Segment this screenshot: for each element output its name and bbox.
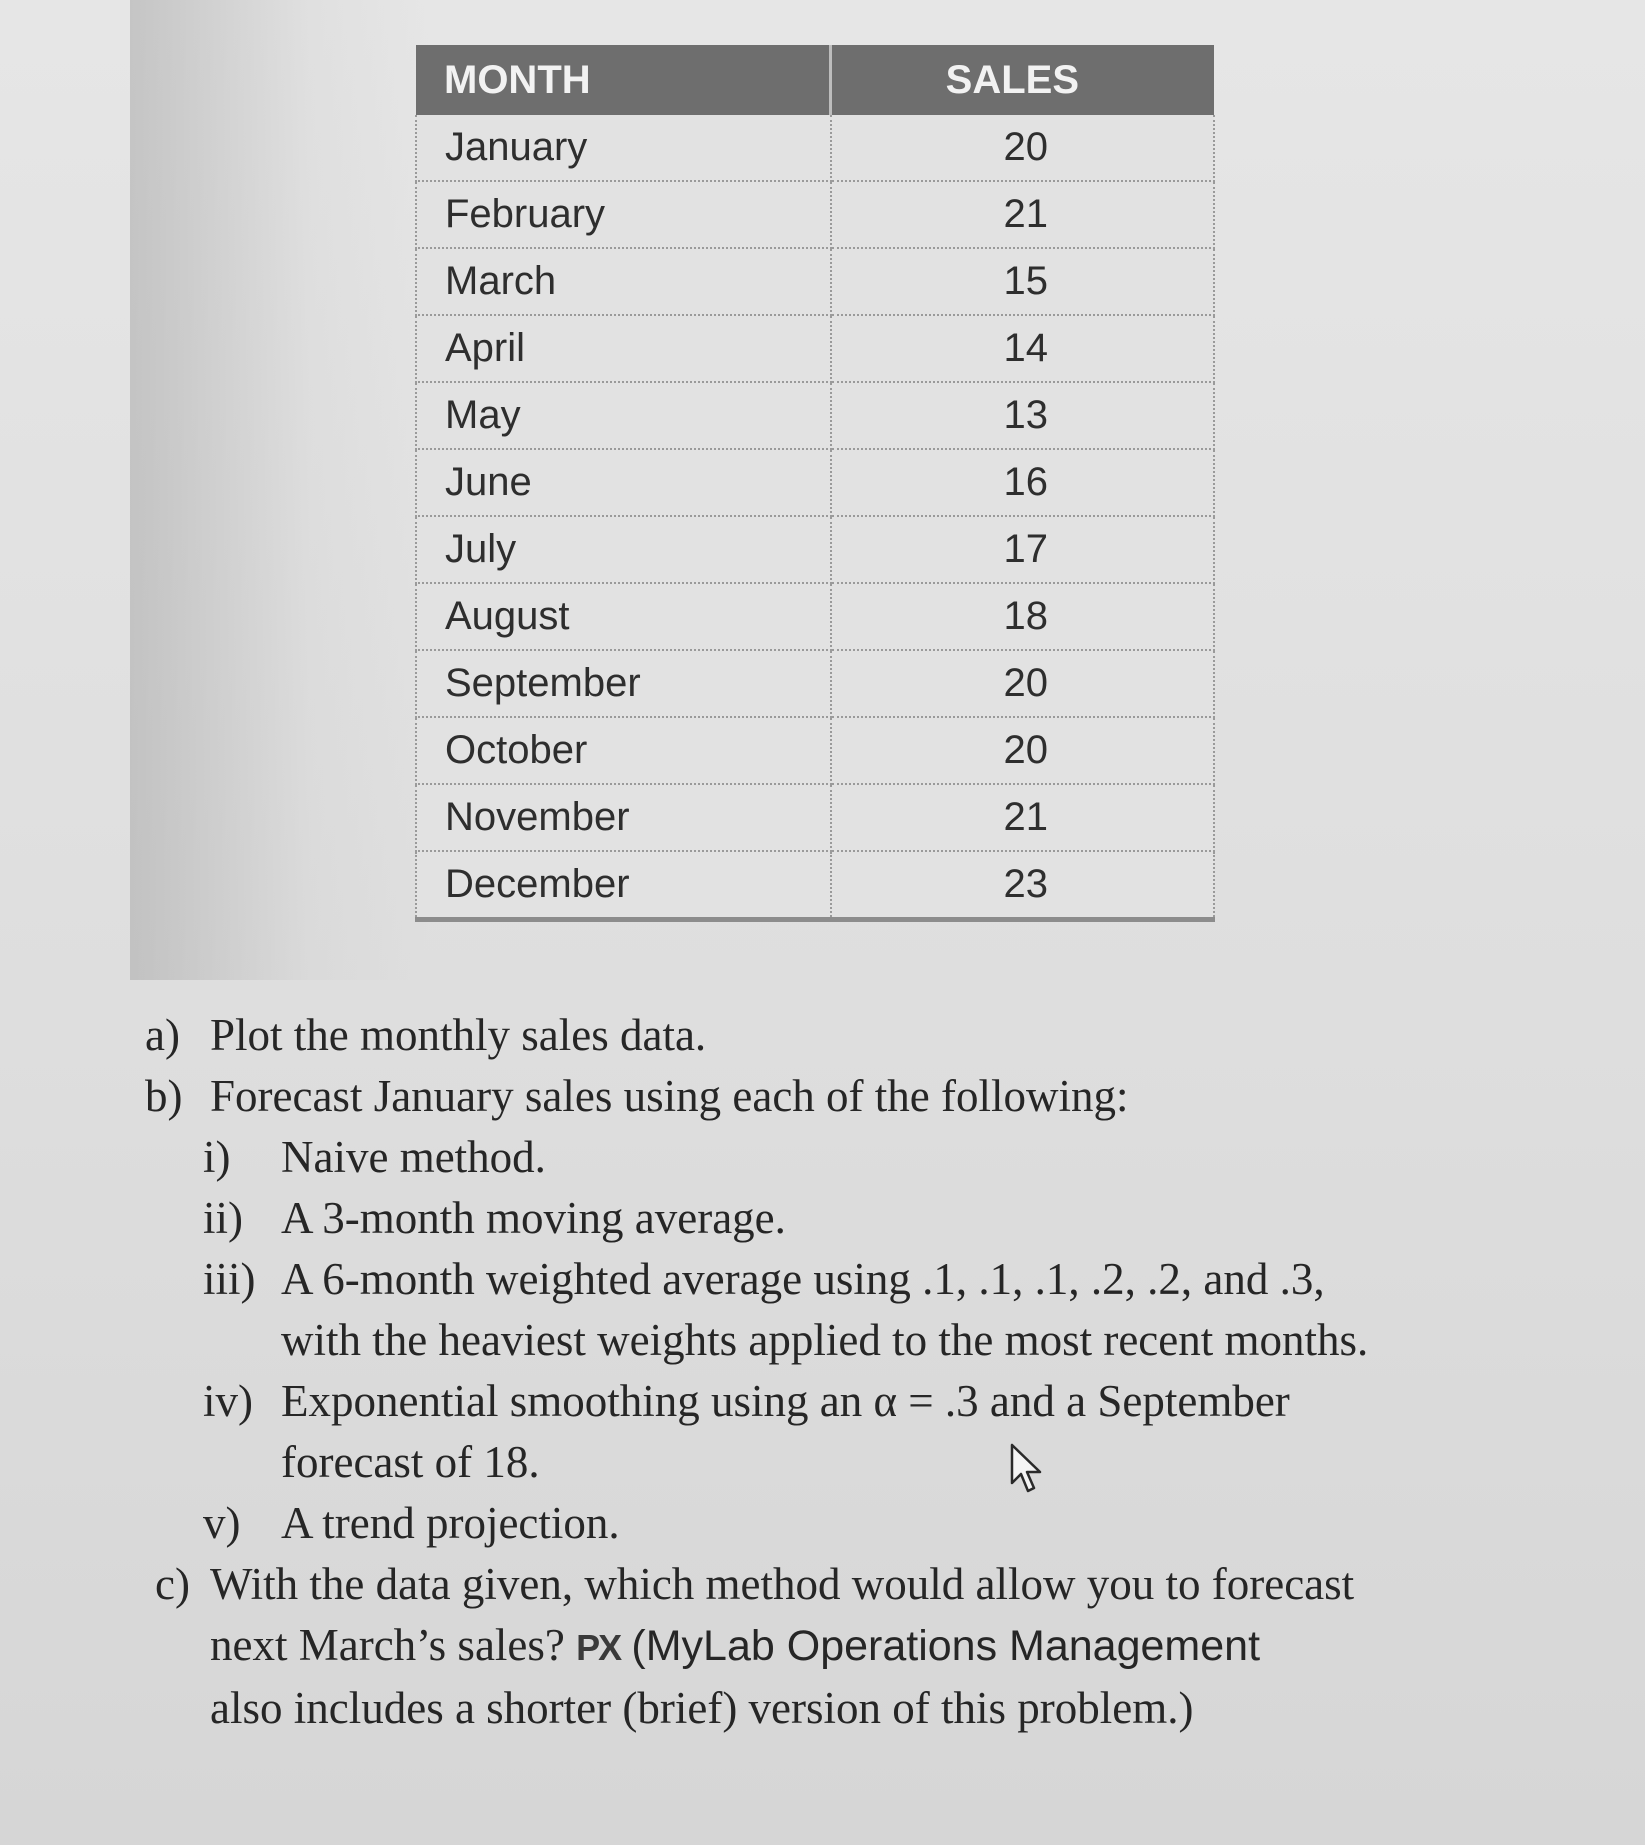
sales-cell: 13 — [831, 382, 1215, 449]
question-text: next March’s sales? — [210, 1620, 565, 1670]
sales-cell: 18 — [831, 583, 1215, 650]
sub-question-i — [145, 1127, 1485, 1188]
table-row — [416, 248, 1214, 315]
sales-table — [415, 45, 1215, 922]
sub-question-text: with the heaviest weights applied to the most recent months. — [281, 1315, 1369, 1365]
month-cell: July — [416, 516, 831, 583]
sales-column-header: SALES — [831, 45, 1215, 115]
sales-cell: 23 — [831, 851, 1215, 920]
table-row — [416, 717, 1214, 784]
sub-question-iii — [145, 1249, 1485, 1310]
question-marker: a) — [145, 1010, 180, 1060]
sub-question-iv-continued — [145, 1432, 1485, 1493]
mylab-note: (MyLab Operations Management — [631, 1622, 1261, 1670]
question-c-line-2 — [145, 1615, 1485, 1678]
sales-cell: 20 — [831, 650, 1215, 717]
table-row — [416, 115, 1214, 181]
sub-question-ii — [145, 1188, 1485, 1249]
month-cell: September — [416, 650, 831, 717]
sales-cell: 20 — [831, 115, 1215, 181]
sales-cell: 20 — [831, 717, 1215, 784]
month-cell: December — [416, 851, 831, 920]
sales-cell: 14 — [831, 315, 1215, 382]
sales-cell: 21 — [831, 181, 1215, 248]
month-cell: June — [416, 449, 831, 516]
sub-question-marker: i) — [203, 1132, 231, 1182]
table-row — [416, 516, 1214, 583]
sub-question-text: forecast of 18. — [281, 1437, 540, 1487]
question-marker: b) — [145, 1071, 183, 1121]
month-cell: May — [416, 382, 831, 449]
table-row — [416, 449, 1214, 516]
table-row — [416, 382, 1214, 449]
month-cell: November — [416, 784, 831, 851]
month-cell: March — [416, 248, 831, 315]
question-c-line-3 — [145, 1678, 1485, 1739]
month-column-header: MONTH — [416, 45, 831, 115]
sub-question-text: A 6-month weighted average using .1, .1, .1, .2, .2, and .3, — [281, 1254, 1325, 1304]
mouse-cursor-icon — [1010, 1443, 1046, 1495]
question-b — [145, 1066, 1485, 1127]
sub-question-marker: ii) — [203, 1193, 243, 1243]
question-list — [145, 1005, 1485, 1739]
sub-question-iii-continued — [145, 1310, 1485, 1371]
month-cell: January — [416, 115, 831, 181]
px-logo-icon: PX — [576, 1627, 621, 1668]
question-text: Forecast January sales using each of the following: — [210, 1071, 1129, 1121]
sub-question-v — [145, 1493, 1485, 1554]
sub-question-marker: v) — [203, 1498, 241, 1548]
page-shadow — [130, 0, 430, 980]
sales-cell: 17 — [831, 516, 1215, 583]
table-row — [416, 851, 1214, 920]
question-text: Plot the monthly sales data. — [210, 1010, 707, 1060]
sub-question-marker: iii) — [203, 1254, 256, 1304]
question-a — [145, 1005, 1485, 1066]
month-cell: April — [416, 315, 831, 382]
table-row — [416, 583, 1214, 650]
table-row — [416, 315, 1214, 382]
question-c — [145, 1554, 1485, 1615]
question-text: also includes a shorter (brief) version of this problem.) — [210, 1683, 1194, 1733]
table-row — [416, 784, 1214, 851]
sub-question-text: Naive method. — [281, 1132, 546, 1182]
sub-question-text: A 3-month moving average. — [281, 1193, 786, 1243]
month-cell: August — [416, 583, 831, 650]
table-header-row — [416, 45, 1214, 115]
month-cell: October — [416, 717, 831, 784]
sub-question-iv — [145, 1371, 1485, 1432]
question-marker: c) — [155, 1559, 190, 1609]
sub-question-text: Exponential smoothing using an α = .3 and a September — [281, 1376, 1290, 1426]
month-cell: February — [416, 181, 831, 248]
table-row — [416, 650, 1214, 717]
sales-cell: 16 — [831, 449, 1215, 516]
sub-question-marker: iv) — [203, 1376, 253, 1426]
sales-cell: 21 — [831, 784, 1215, 851]
sub-question-text: A trend projection. — [281, 1498, 620, 1548]
question-text: With the data given, which method would allow you to forecast — [210, 1559, 1355, 1609]
sales-cell: 15 — [831, 248, 1215, 315]
table-row — [416, 181, 1214, 248]
sales-table-container — [415, 45, 1220, 922]
